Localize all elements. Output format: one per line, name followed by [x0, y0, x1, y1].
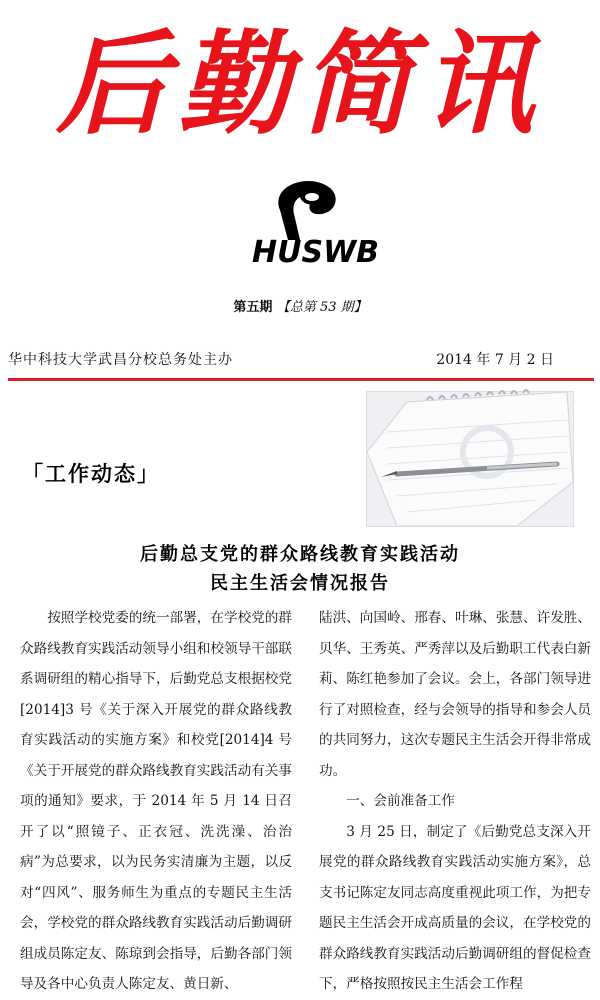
issue-line	[0, 296, 600, 315]
notebook-pen-image	[366, 391, 574, 527]
issue-number: 第五期	[233, 300, 273, 315]
issue-total: 【总第 53 期】	[276, 300, 367, 315]
issue-date: 2014 年 7 月 2 日	[436, 352, 554, 368]
logo	[250, 170, 380, 270]
logo-text: HUSWB	[252, 235, 380, 270]
article-right-column	[319, 603, 591, 1000]
right-paragraph-1: 陆洪、向国岭、邢春、叶琳、张慧、许发胜、贝华、王秀英、严秀萍以及后勤职工代表白新莉、陈红艳参加了会议。会上，各部门领导进行了对照检查，经与会领导的指导和参会人员的共同努力，这次专题民主生活会开得非常成功。	[319, 610, 591, 779]
header-row	[8, 349, 594, 371]
publisher: 华中科技大学武昌分校总务处主办	[8, 352, 233, 368]
section-tag: 「工作动态」	[22, 462, 160, 486]
right-heading: 一、会前准备工作	[346, 793, 455, 809]
masthead-title: 后勤简讯	[56, 19, 544, 150]
article-title-line1: 后勤总支党的群众路线教育实践活动	[140, 544, 460, 565]
right-paragraph-2: 3 月 25 日，制定了《后勤党总支深入开展党的群众路线教育实践活动实施方案》，总支书记陈定友同志高度重视此项工作，为把专题民主生活会开成高质量的会议，在学校党的群众路线教育实践活动后勤调研组的督促检查下，严格按照按民主生活会工作程	[319, 823, 591, 992]
article-title-line2: 民主生活会情况报告	[210, 573, 390, 594]
article-left-column	[20, 603, 292, 1000]
left-paragraph: 按照学校党委的统一部署，在学校党的群众路线教育实践活动领导小组和校领导干部联系调研组的精心指导下，后勤党总支根据校党[2014]3 号《关于深入开展党的群众路线教育实践活动的实施方案》和校党[2014]4 号《关于开展党的群众路线教育实践活动有关事项的通知》要求，于 2014 年 5 月 14 日召开了以“照镜子、正衣冠、洗洗澡、治治病”为总要求，以为民务实清廉为主题，以反对“四风”、服务师生为重点的专题民主生活会，学校党的群众路线教育实践活动后勤调研组成员陈定友、陈琼到会指导，后勤各部门领导及各中心负责人陈定友、黄日新、	[20, 610, 292, 992]
divider	[8, 378, 594, 381]
